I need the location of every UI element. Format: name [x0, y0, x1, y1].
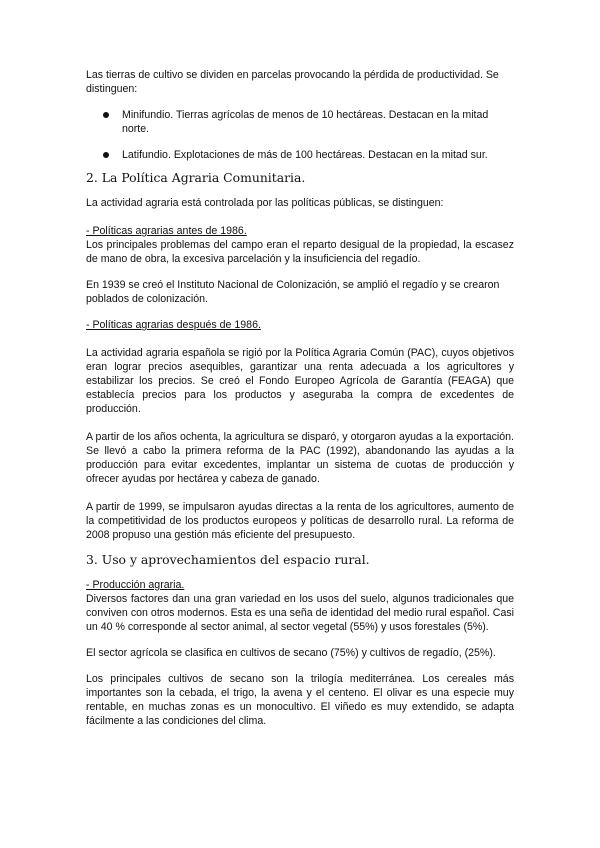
- list-item: [86, 108, 514, 136]
- section-3-title: 3. Uso y aprovechamientos del espacio rural.: [86, 552, 370, 567]
- section-2-intro: La actividad agraria está controlada por las políticas públicas, se distinguen:: [86, 197, 444, 209]
- production-paragraph-1: Diversos factores dan una gran variedad en los usos del suelo, algunos tradicionales que conviven con otros modernos. Esta es una seña de identidad del medio rural español. Casi un 40 % corresponde al sector animal, al sector vegetal (55%) y usos forestales (5%).: [86, 593, 514, 633]
- list-item: [86, 148, 514, 162]
- before-1986-paragraph-1: Los principales problemas del campo eran el reparto desigual de la propiedad, la escasez de mano de obra, la excesiva parcelación y la insuficiencia del regadío.: [86, 239, 514, 265]
- bullet-icon: [103, 152, 109, 158]
- production-heading: - Producción agraria.: [86, 579, 185, 591]
- bullet-text: Minifundio. Tierras agrícolas de menos de 10 hectáreas. Destacan en la mitad norte.: [122, 109, 489, 135]
- production-paragraph-2: El sector agrícola se clasifica en cultivos de secano (75%) y cultivos de regadío, (25%).: [86, 647, 496, 659]
- before-1986-block: [86, 224, 514, 266]
- intro-paragraph: Las tierras de cultivo se dividen en parcelas provocando la pérdida de productividad. Se distinguen:: [86, 69, 499, 95]
- after-1986-paragraph-2: A partir de los años ochenta, la agricultura se disparó, y otorgaron ayudas a la exportación. Se llevó a cabo la primera reforma de la PAC (1992), abandonando las ayudas a la producción para evitar excedentes, implantar un sistema de cuotas de producción y ofrecer ayudas por hectárea y cabeza de ganado.: [86, 431, 514, 485]
- after-1986-paragraph-3: A partir de 1999, se impulsaron ayudas directas a la renta de los agricultores, aumento de la competitividad de los productos europeos y políticas de desarrollo rural. La reforma de 2008 propuso una gestión más eficiente del presupuesto.: [86, 501, 514, 541]
- production-paragraph-3: Los principales cultivos de secano son la trilogía mediterránea. Los cereales más importantes son la cebada, el trigo, la avena y el centeno. El olivar es una especie muy rentable, en muchas zonas es un monocultivo. El viñedo es muy extendido, se adapta fácilmente a las condiciones del clima.: [86, 673, 514, 727]
- bullet-text: Latifundio. Explotaciones de más de 100 hectáreas. Destacan en la mitad sur.: [122, 149, 488, 161]
- land-types-list: [86, 108, 514, 162]
- document-body: [86, 68, 514, 728]
- after-1986-heading: [86, 318, 514, 332]
- after-1986-paragraph-1: La actividad agraria española se rigió por la Política Agraria Común (PAC), cuyos objetivos eran lograr precios asequibles, garantizar una renta adecuada a los agricultores y estabilizar los precios. Se creó el Fondo Europeo Agrícola de Garantía (FEAGA) que establecía precios para los productos y aseguraba la compra de excedentes de producción.: [86, 347, 514, 415]
- before-1986-paragraph-2: En 1939 se creó el Instituto Nacional de Colonización, se amplió el regadío y se crearon poblados de colonización.: [86, 279, 500, 305]
- after-1986-heading-text: - Políticas agrarias después de 1986.: [86, 319, 261, 331]
- before-1986-heading: - Políticas agrarias antes de 1986.: [86, 225, 247, 237]
- section-2-title: 2. La Política Agraria Comunitaria.: [86, 170, 306, 185]
- bullet-icon: [103, 112, 109, 118]
- production-block: [86, 578, 514, 634]
